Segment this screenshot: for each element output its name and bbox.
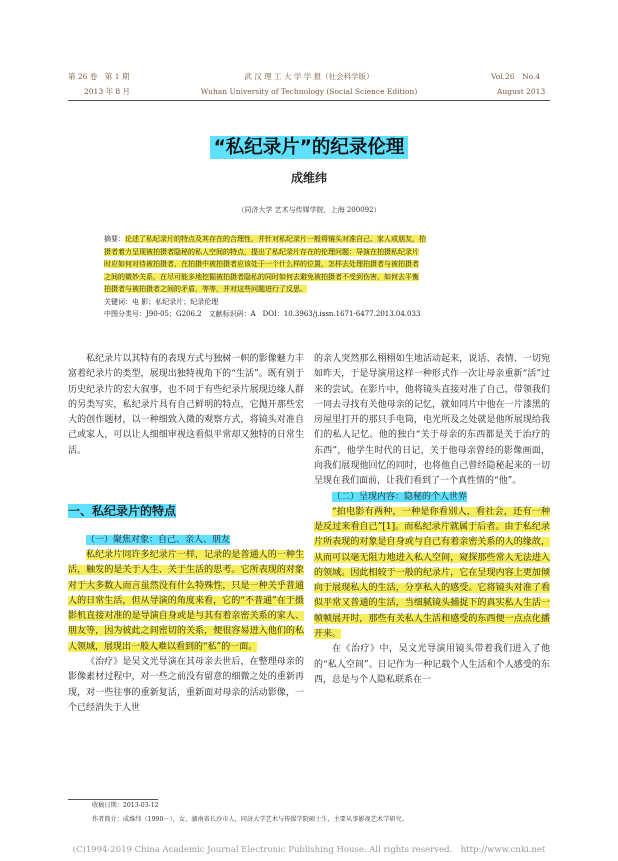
journal-title-en: Wuhan University of Technology (Social Science Edition) [200, 87, 418, 96]
paper-title: “私纪录片”的纪录伦理 [0, 133, 618, 159]
author-name: 成维纬 [290, 171, 327, 185]
left-column [68, 352, 304, 459]
keywords: 关键词：电 影；私纪录片；纪录伦理 [104, 297, 219, 306]
date-en: August 2013 [497, 87, 546, 96]
right-column [314, 352, 550, 688]
paragraph-treatment: 《治疗》是吴文光导演在其母亲去世后，在整理母亲的影像素材过程中，对一些之前没有留意的细微之处的重新再现，对一些往事的重新复活，重新面对母亲的活动影像，一个已经消失于人世 [68, 657, 304, 713]
paragraph-focus: 私纪录片同许多纪录片一样，记录的是普通人的一种生活，触发的是关于人生、关于生活的思考。它所表现的对象对于大多数人而言虽然没有什么特殊性，只是一种关乎普通人的日常生活，但从导演的角度来看，它的“不普通”在于摄影机直接对准的是导演自身或是与其有着亲密关系的家人、朋友等，因为彼此之间密切的关系，便很容易进入他们的私人领域，展现出一般人难以看到的“私”的一面。 [68, 550, 304, 652]
classification: 中图分类号：J90-05；G206.2 文献标识码：A DOI：10.3963/j.issn.1671-6477.2013.04.033 [104, 310, 421, 318]
abstract: 摘要：论述了私纪录片的特点及其存在的合理性，并针对私纪录片一般将镜头对准自己、家人或朋友，拍 摄者着力呈现被拍摄者隐秘的私人空间的特点，提出了私纪录片存在的伦理问题：导演在拍摄私纪录片 时应如何对待被拍摄者，在拍摄中被拍摄者应该处于一个什么样的位置，怎样去处理拍摄者与被拍摄者 之间的微妙关系，在尽可能多地挖掘被拍摄者隐私的同时如何去避免被拍摄者不受到伤害，如何去平衡 拍摄者与被拍摄者之间的矛盾，等等，并对这些问题进行了反思。 关键词：电 影；私纪录片；纪录伦理 中图分类号：J90-05；G206.2 文献标识码：A DOI：10.3963/j.issn.1671-6477.2013.04.033 [104, 233, 534, 321]
affiliation: （同济大学 艺术与传媒学院，上海 200092） [237, 206, 381, 214]
subsection-heading-2: （二）呈现内容：隐秘的个人世界 [332, 491, 468, 502]
abstract-label: 摘要： [104, 235, 125, 243]
header-rule [68, 100, 550, 101]
left-column-lower [68, 533, 304, 716]
paragraph-continued: 的亲人突然那么栩栩如生地活动起来，说话、表情、一切宛如昨天，于是导演用这样一种形式作一次让母亲重新“活”过来的尝试。在影片中，他将镜头直接对准了自己，带领我们一同去寻找有关他母亲的记忆，就如同片中他在一片漆黑的房屋里打开的那只手电筒，电光所及之处就是他所展现给我们的私人记忆。他的独白“关于母亲的东西都是关于治疗的东西”，他学生时代的日记，关于他母亲曾经的影像画面，向我们展现他回忆的同时，也将他自己曾经隐秘起来的一切呈现在我们面前，让我们看到了一个真性情的“他”。 [314, 354, 550, 487]
subsection-heading-1: （一）聚焦对象：自己、亲人、朋友 [86, 535, 231, 545]
issue-volume: 第 26 卷 第 1 期 [68, 72, 130, 81]
copyright-notice: (C)1994-2019 China Academic Journal Electronic Publishing House. All rights reserved. http://www.cnki.net [72, 845, 546, 855]
paragraph-intro: 私纪录片以其特有的表现方式与独树一帜的影像魅力丰富着纪录片的类型，展现出独特视角下的“生活”。既有别于历史纪录片的宏大叙事，也不同于有些纪录片展现边缘人群的另类写实，私纪录片具有自己鲜明的特点，它抛开那些宏大的创作题材，以一种细致入微的观察方式，将镜头对准自己或家人，可以让人细细审视这看似平常却又独特的日常生活。 [68, 354, 304, 456]
issue-date: 2013 年 8 月 [84, 87, 131, 96]
journal-title-cn: 武 汉 理 工 大 学 学 报（社会科学版） [244, 72, 374, 81]
received-date: 收稿日期：2013-03-12 [92, 802, 159, 809]
volume-en: Vol.26 No.4 [491, 72, 541, 81]
section-heading-1: 一、私纪录片的特点 [68, 504, 177, 518]
paragraph-content: “拍电影有两种，一种是你看别人，看社会，还有一种是反过来看自己”[1]。而私纪录片就属于后者。由于私纪录片所表现的对象是自身或与自己有着亲密关系的人的缘故，从而可以毫无阻力地进入私人空间，窥探那些常人无法进入的领域。因此相较于一般的纪录片，它在呈现内容上更加倾向于展现私人的生活，分享私人的感受。它将镜头对准了看似平常又普通的生活，当细腻镜头捕捉下的真实私人生活一帧帧展开时，那些有关私人生活和感受的东西便一点点化播开来。 [314, 506, 550, 640]
author-bio: 作者简介：成维纬（1990－），女，湖南省长沙市人，同济大学艺术与传媒学院硕士生，主要从事影视艺术学研究。 [92, 816, 408, 823]
paragraph-diary: 在《治疗》中，吴文光导演用镜头带着我们进入了他的“私人空间”。日记作为一种记载个人生活和个人感受的东西，总是与个人隐私联系在一 [314, 644, 550, 685]
